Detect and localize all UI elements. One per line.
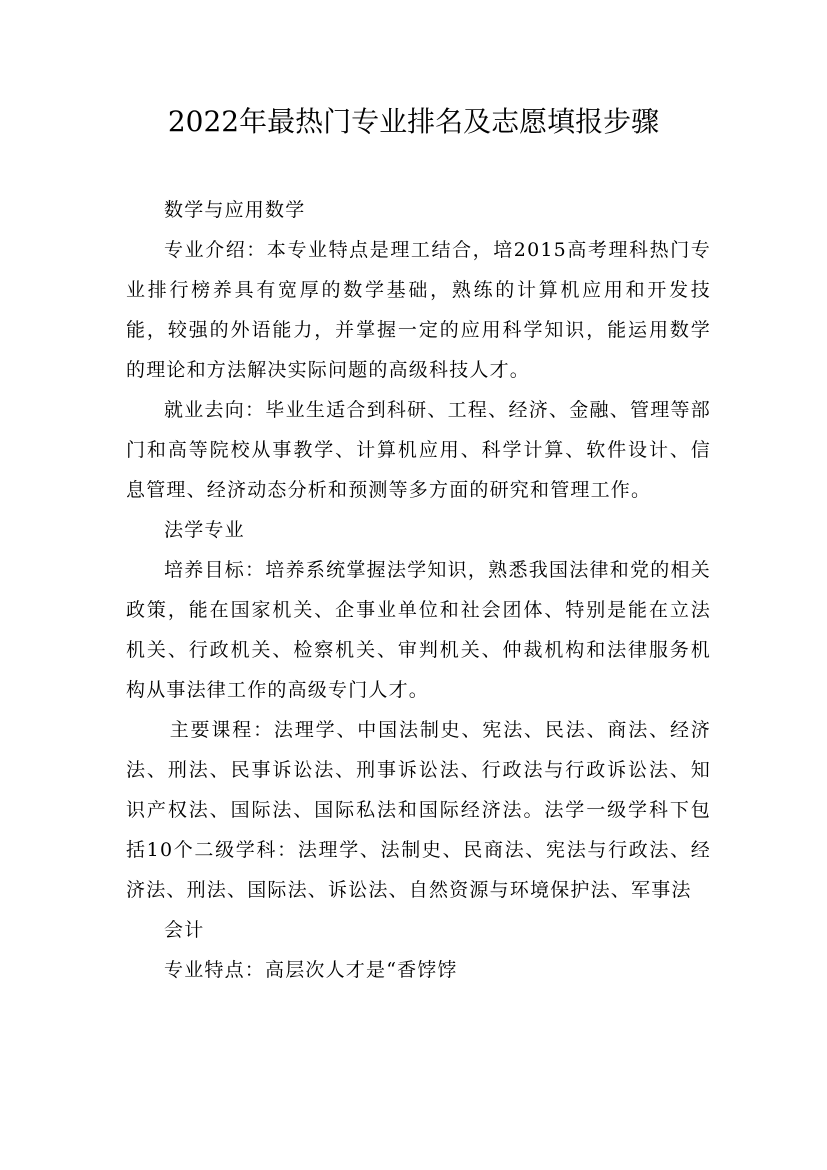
document-body bbox=[126, 190, 711, 990]
paragraph-math-intro: 专业介绍：本专业特点是理工结合，培2015高考理科热门专业排行榜养具有宽厚的数学基础，熟练的计算机应用和开发技能，较强的外语能力，并掌握一定的应用科学知识，能运用数学的理论和方法解决实际问题的高级科技人才。 bbox=[126, 239, 711, 381]
section-heading-math: 数学与应用数学 bbox=[164, 199, 306, 221]
section-heading-law: 法学专业 bbox=[164, 519, 245, 541]
paragraph-math-career: 就业去向：毕业生适合到科研、工程、经济、金融、管理等部门和高等院校从事教学、计算机应用、科学计算、软件设计、信息管理、经济动态分析和预测等多方面的研究和管理工作。 bbox=[126, 399, 711, 501]
document-title: 2022年最热门专业排名及志愿填报步骤 bbox=[167, 105, 660, 138]
paragraph-accounting-features: 专业特点：高层次人才是“香饽饽 bbox=[164, 959, 458, 981]
section-heading-accounting: 会计 bbox=[164, 919, 205, 941]
paragraph-law-courses: 主要课程：法理学、中国法制史、宪法、民法、商法、经济法、刑法、民事诉讼法、刑事诉讼法、行政法与行政诉讼法、知识产权法、国际法、国际私法和国际经济法。法学一级学科下包括10个二级学科：法理学、法制史、民商法、宪法与行政法、经济法、刑法、国际法、诉讼法、自然资源与环境保护法、军事法 bbox=[126, 719, 711, 901]
paragraph-law-goal: 培养目标：培养系统掌握法学知识，熟悉我国法律和党的相关政策，能在国家机关、企事业单位和社会团体、特别是能在立法机关、行政机关、检察机关、审判机关、仲裁机构和法律服务机构从事法律工作的高级专门人才。 bbox=[126, 559, 711, 701]
